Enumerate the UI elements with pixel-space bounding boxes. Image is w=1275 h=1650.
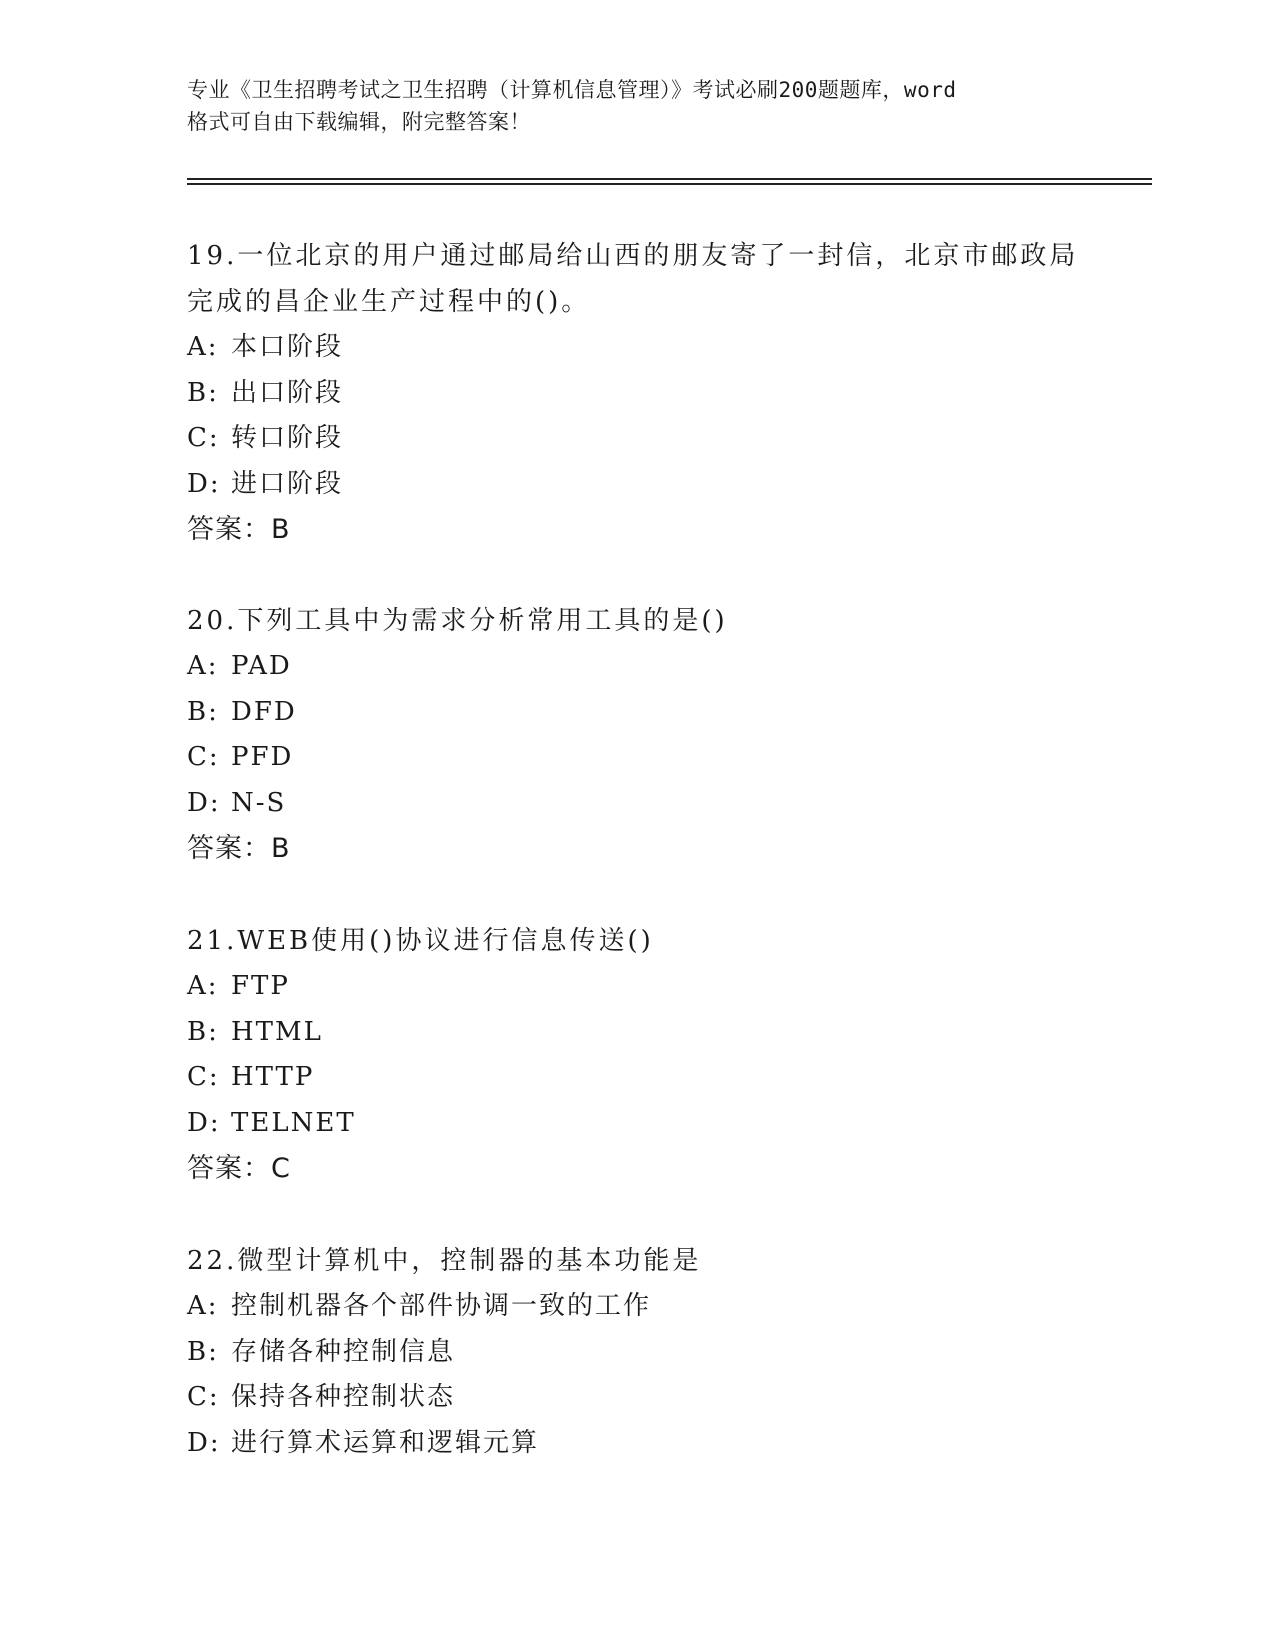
option-a	[187, 644, 1087, 690]
option-b	[187, 1010, 1087, 1056]
option-letter: C:	[187, 1382, 220, 1412]
option-letter: A:	[187, 651, 219, 681]
header-divider-top	[187, 178, 1152, 180]
option-text: HTTP	[231, 1062, 315, 1092]
answer-line: 答案：C	[187, 1153, 291, 1184]
option-b	[187, 690, 1087, 736]
option-letter: D:	[187, 468, 221, 499]
option-text: TELNET	[231, 1107, 356, 1138]
question-21	[187, 918, 1087, 1192]
option-c	[187, 735, 1087, 781]
option-text: 转口阶段	[231, 423, 344, 453]
answer-line: 答案：B	[187, 514, 291, 545]
option-letter: C:	[187, 423, 220, 453]
option-letter: A:	[187, 971, 219, 1001]
option-letter: A:	[187, 1291, 219, 1321]
question-20	[187, 598, 1087, 872]
option-text: 控制机器各个部件协调一致的工作	[231, 1291, 652, 1321]
option-text: DFD	[231, 696, 297, 727]
option-text: HTML	[231, 1016, 323, 1047]
option-text: N-S	[231, 787, 287, 818]
question-stem-line: 21.WEB使用()协议进行信息传送()	[187, 926, 654, 956]
option-a	[187, 325, 1087, 371]
option-text: 本口阶段	[231, 332, 344, 362]
option-text: 保持各种控制状态	[231, 1382, 456, 1412]
option-d	[187, 1421, 1087, 1467]
question-stem-line: 20.下列工具中为需求分析常用工具的是()	[187, 606, 728, 636]
option-text: PAD	[231, 651, 292, 681]
option-letter: B:	[187, 1336, 219, 1367]
option-c	[187, 416, 1087, 462]
option-letter: C:	[187, 742, 220, 772]
header-divider-bottom	[187, 183, 1152, 185]
option-d	[187, 781, 1087, 827]
option-d	[187, 462, 1087, 508]
option-text: 进口阶段	[231, 468, 344, 499]
option-letter: B:	[187, 696, 219, 727]
question-19	[187, 233, 1087, 553]
option-a	[187, 964, 1087, 1010]
option-text: PFD	[231, 742, 294, 772]
answer-line: 答案：B	[187, 833, 291, 864]
option-letter: D:	[187, 1427, 221, 1458]
option-a	[187, 1284, 1087, 1330]
option-letter: D:	[187, 1107, 221, 1138]
option-d	[187, 1101, 1087, 1147]
header-line-1: 专业《卫生招聘考试之卫生招聘（计算机信息管理）》考试必刷200题题库，word	[187, 78, 957, 102]
option-letter: A:	[187, 332, 219, 362]
option-letter: D:	[187, 787, 221, 818]
document-header	[187, 74, 1092, 138]
question-22	[187, 1238, 1087, 1466]
option-c	[187, 1375, 1087, 1421]
option-text: 存储各种控制信息	[231, 1336, 456, 1367]
option-c	[187, 1055, 1087, 1101]
option-text: 进行算术运算和逻辑元算	[231, 1427, 540, 1458]
header-line-2: 格式可自由下载编辑，附完整答案！	[187, 110, 531, 134]
option-b	[187, 1330, 1087, 1376]
option-letter: B:	[187, 1016, 219, 1047]
question-stem-line: 22.微型计算机中，控制器的基本功能是	[187, 1246, 702, 1276]
option-letter: B:	[187, 377, 219, 408]
option-text: 出口阶段	[231, 377, 344, 408]
question-stem-line: 19.一位北京的用户通过邮局给山西的朋友寄了一封信，北京市邮政局	[187, 241, 1079, 271]
option-b	[187, 371, 1087, 417]
option-text: FTP	[231, 971, 290, 1001]
question-stem-line: 完成的昌企业生产过程中的()。	[187, 287, 591, 317]
option-letter: C:	[187, 1062, 220, 1092]
